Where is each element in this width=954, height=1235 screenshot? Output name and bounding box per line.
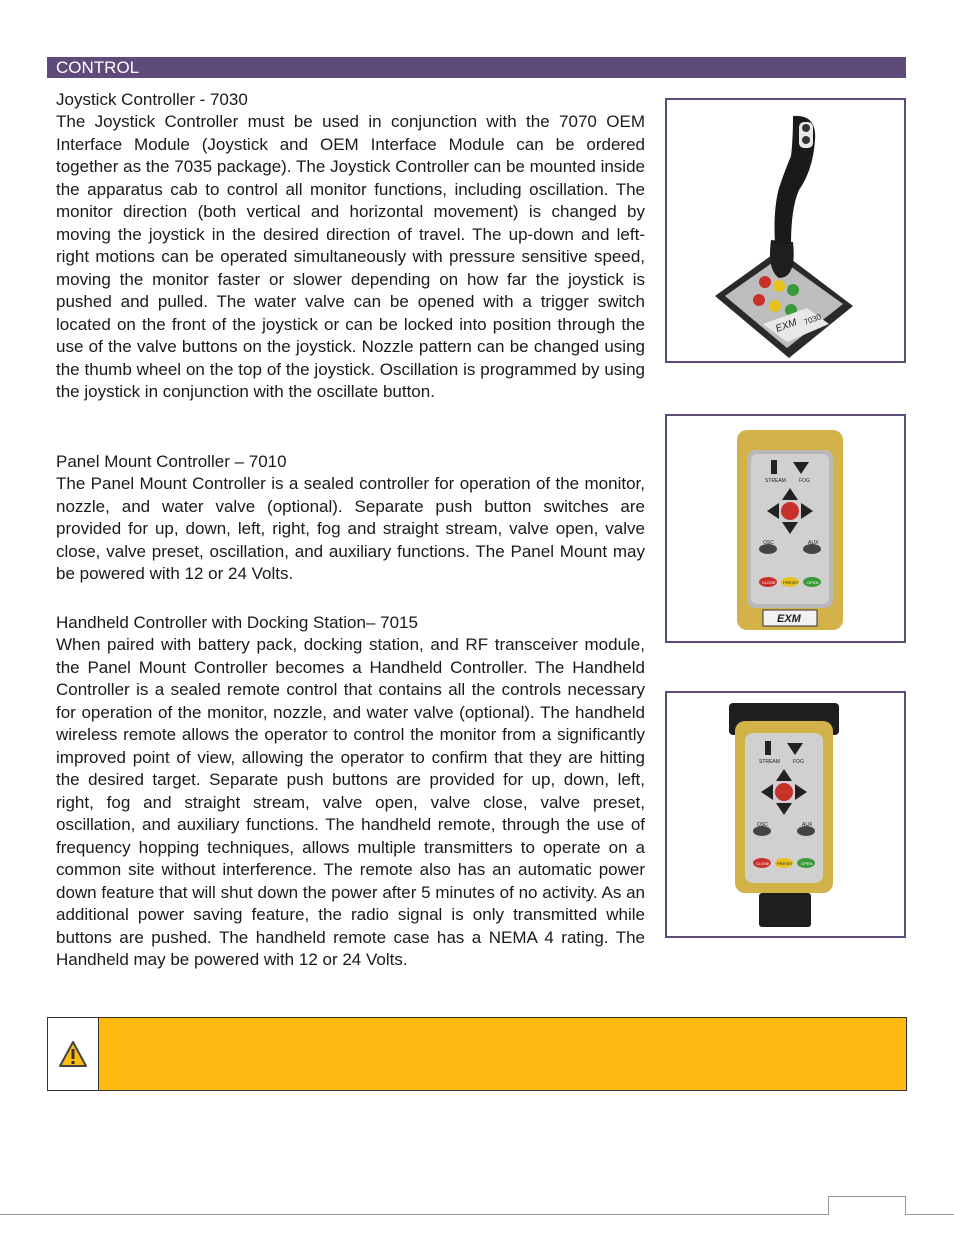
- panel-label-aux: AUX: [808, 540, 819, 546]
- panel-controller-photo: [667, 416, 904, 641]
- joystick-heading: Joystick Controller - 7030: [56, 90, 248, 109]
- handheld-label-aux: AUX: [802, 822, 813, 828]
- page-number-tab: [828, 1196, 906, 1215]
- handheld-section: [56, 611, 645, 972]
- footer-rule: [0, 1214, 954, 1215]
- panel-heading: Panel Mount Controller – 7010: [56, 452, 287, 471]
- joystick-model-label: 7030: [802, 312, 823, 327]
- panel-description: The Panel Mount Controller is a sealed controller for operation of the monitor, nozzle, and water valve (optional). Separate push button switches are provided for up, down, left, right, fog and straight stream, valve open, valve close, valve preset, oscillation, and auxiliary functions. The Panel Mount may be powered with 12 or 24 Volts.: [56, 474, 645, 583]
- panel-brand-label: EXM: [777, 613, 801, 625]
- warning-icon-cell: [48, 1018, 99, 1090]
- section-title: CONTROL: [56, 58, 140, 77]
- panel-label-preset: PRESET: [783, 580, 800, 585]
- handheld-photo-frame: [665, 691, 906, 938]
- handheld-label-open: OPEN: [801, 861, 813, 866]
- handheld-label-fog: FOG: [793, 759, 804, 765]
- handheld-label-close: CLOSE: [756, 861, 770, 866]
- warning-triangle-icon: [58, 1040, 88, 1068]
- joystick-photo-frame: [665, 98, 906, 363]
- panel-label-close: CLOSE: [762, 580, 776, 585]
- panel-label-osc: OSC: [763, 540, 774, 546]
- panel-label-stream: STREAM: [765, 478, 786, 484]
- handheld-label-stream: STREAM: [759, 759, 780, 765]
- joystick-section: [56, 88, 645, 404]
- panel-label-fog: FOG: [799, 478, 810, 484]
- warning-text: [99, 1018, 906, 1090]
- section-title-bar: [47, 57, 906, 78]
- joystick-brand-label: EXM: [774, 317, 799, 335]
- panel-section: [56, 450, 645, 586]
- warning-callout: [47, 1017, 907, 1091]
- handheld-label-osc: OSC: [757, 822, 768, 828]
- handheld-description: When paired with battery pack, docking station, and RF transceiver module, the Panel Mount Controller becomes a Handheld Controller. The Handheld Controller is a sealed remote control that contains all the controls necessary for operation of the monitor, nozzle, and water valve (optional). The handheld wireless remote allows the operator to control the monitor from a significantly improved point of view, allowing the operator to confirm that they are hitting the desired target. Separate push buttons are provided for up, down, left, right, fog and straight stream, valve open, valve close, valve preset, oscillation, and auxiliary functions. The handheld remote, through the use of frequency hopping techniques, allows multiple transmitters to operate on a common site without interference. The remote also has an automatic power down feature that will shut down the power after 5 minutes of no activity. As an additional power saving feature, the radio signal is only transmitted while buttons are pushed. The handheld remote case has a NEMA 4 rating. The Handheld may be powered with 12 or 24 Volts.: [56, 635, 645, 969]
- joystick-photo: [667, 100, 904, 361]
- handheld-heading: Handheld Controller with Docking Station– 7015: [56, 613, 418, 632]
- handheld-label-preset: PRESET: [777, 861, 794, 866]
- panel-photo-frame: [665, 414, 906, 643]
- joystick-description: The Joystick Controller must be used in conjunction with the 7070 OEM Interface Module (Joystick and OEM Interface Module can be ordered together as the 7035 package). The Joystick Controller can be mounted inside the apparatus cab to control all monitor functions, including oscillation. The monitor direction (both vertical and horizontal movement) is changed by moving the joystick in the desired direction of travel. The up-down and left-right motions can be operated simultaneously with pressure sensitive speed, moving the monitor faster or slower depending on how far the joystick is pushed and pulled. The water valve can be opened with a trigger switch located on the front of the joystick or can be locked into position through the use of the valve buttons on the joystick. Nozzle pattern can be changed using the thumb wheel on the top of the joystick. Oscillation is programmed by using the joystick in conjunction with the oscillate button.: [56, 112, 645, 401]
- handheld-controller-photo: [667, 693, 904, 936]
- panel-label-open: OPEN: [807, 580, 819, 585]
